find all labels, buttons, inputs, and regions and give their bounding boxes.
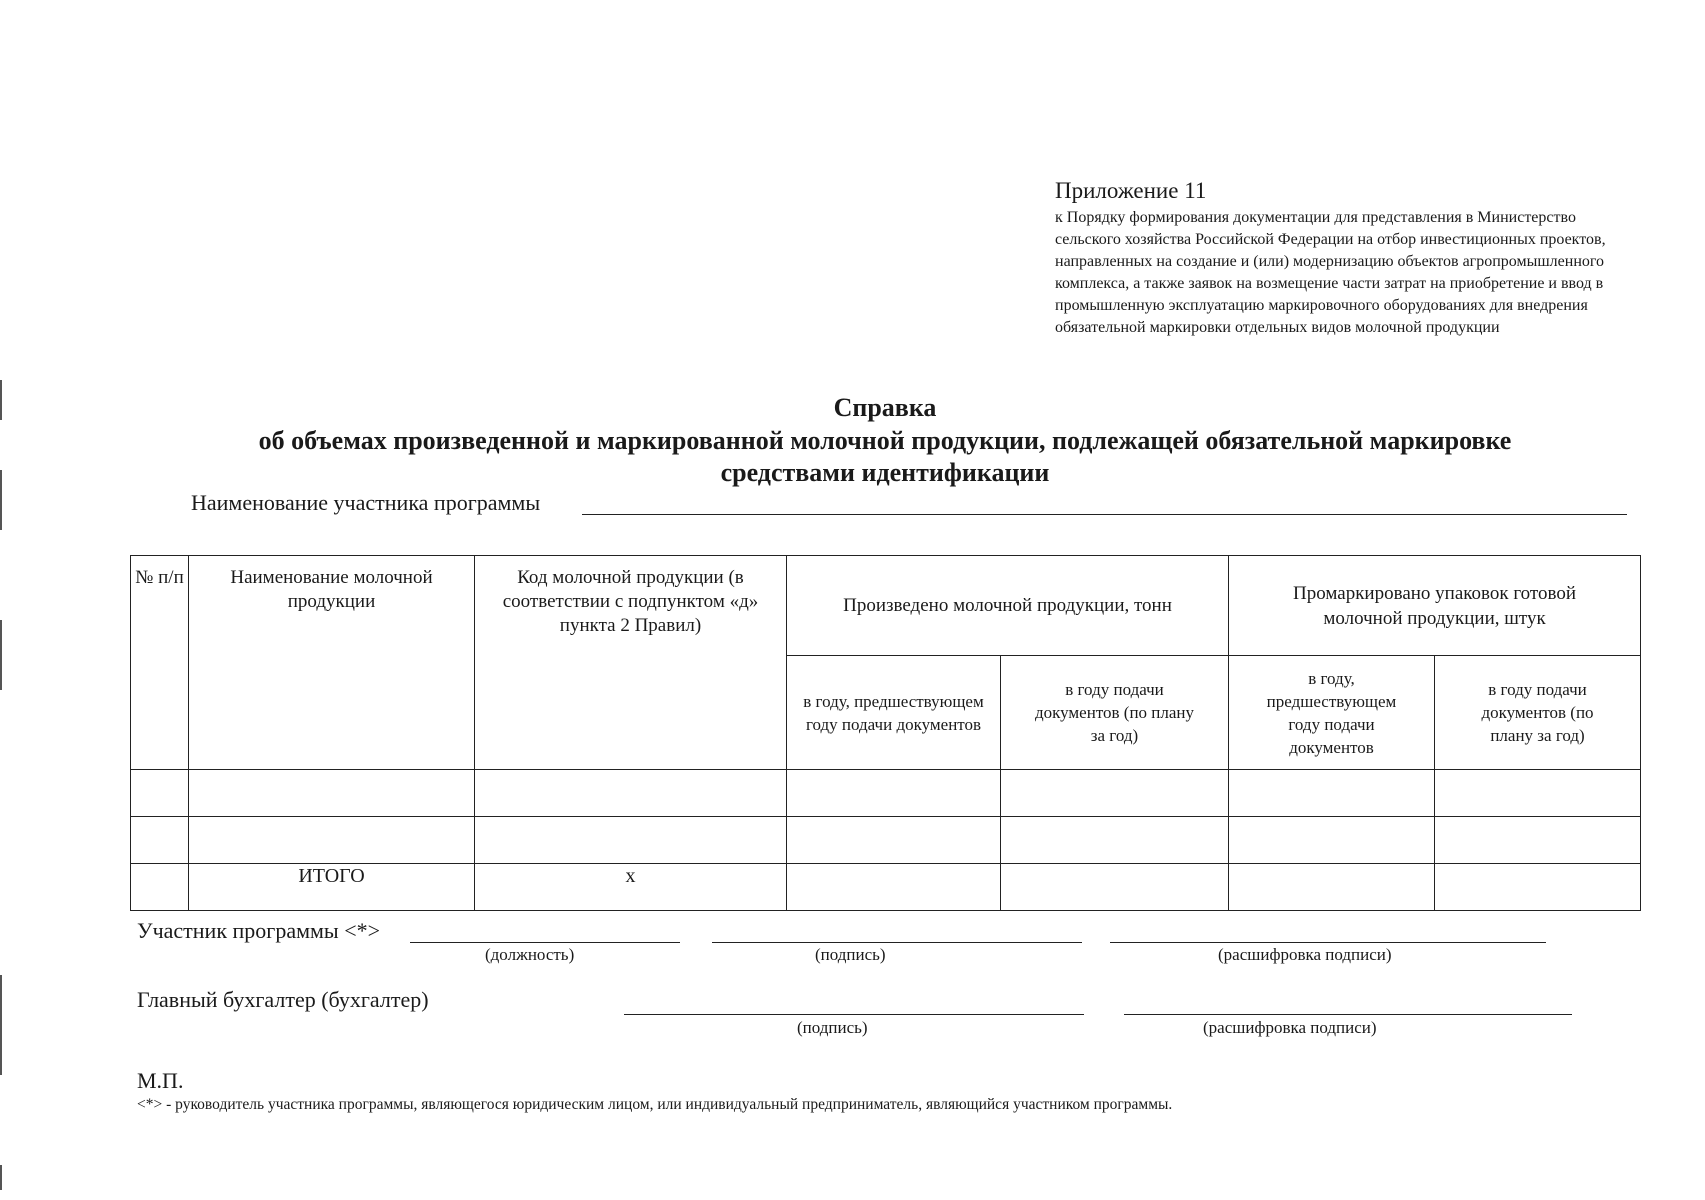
header-produced-prev-year: в году, предшествующем году подачи документов	[787, 656, 1001, 770]
scan-edge-mark	[0, 975, 2, 1075]
table-cell[interactable]	[787, 864, 1001, 911]
header-name: Наименование молочной продукции	[189, 556, 475, 770]
table-row	[131, 770, 1641, 817]
table-cell[interactable]	[787, 770, 1001, 817]
decoding-caption: (расшифровка подписи)	[1218, 945, 1392, 964]
scan-edge-mark	[0, 1165, 2, 1190]
header-num: № п/п	[131, 556, 189, 770]
table-cell[interactable]	[131, 770, 189, 817]
table-cell[interactable]	[1435, 864, 1641, 911]
table-cell[interactable]	[475, 770, 787, 817]
table-cell[interactable]	[189, 770, 475, 817]
accountant-signature-field[interactable]	[624, 1014, 1084, 1015]
table-cell[interactable]	[1435, 817, 1641, 864]
total-code: х	[475, 864, 787, 911]
appendix-body: к Порядку формирования документации для представления в Министерство сельского хозяйства Российской Федерации на отбор инвестиционных проектов, направленных на создание и (или) модернизацию объектов агропромышленного комплекса, а также заявок на возмещение части затрат на приобретение и ввод в промышленную эксплуатацию маркировочного оборудованиях для внедрения обязательной маркировки отдельных видов молочной продукции	[1055, 209, 1606, 336]
table-cell[interactable]	[1229, 817, 1435, 864]
signature-caption: (подпись)	[797, 1018, 868, 1037]
scan-edge-mark	[0, 620, 2, 690]
table-cell[interactable]	[787, 817, 1001, 864]
table-cell[interactable]	[1001, 864, 1229, 911]
total-label: ИТОГО	[189, 864, 475, 911]
table-cell[interactable]	[1435, 770, 1641, 817]
document-title: Справка	[833, 393, 937, 422]
table-cell[interactable]	[189, 817, 475, 864]
table-cell[interactable]	[475, 817, 787, 864]
decoding-caption: (расшифровка подписи)	[1203, 1018, 1377, 1037]
table-cell[interactable]	[1229, 770, 1435, 817]
table-cell[interactable]	[1001, 770, 1229, 817]
participant-signature-label: Участник программы <*>	[137, 918, 381, 943]
document-subtitle: об объемах произведенной и маркированной молочной продукции, подлежащей обязательной маркировке средствами идентификации	[258, 426, 1512, 487]
report-table	[130, 555, 1641, 911]
signature-caption: (подпись)	[815, 945, 886, 964]
participant-signature-field[interactable]	[712, 942, 1082, 943]
footnote: <*> - руководитель участника программы, являющегося юридическим лицом, или индивидуальный предприниматель, являющийся участником программы.	[137, 1096, 1173, 1113]
appendix-title: Приложение 11	[1055, 178, 1207, 203]
header-produced-plan-year: в году подачи документов (по плану за год)	[1001, 656, 1229, 770]
table-cell[interactable]	[131, 864, 189, 911]
accountant-decoding-field[interactable]	[1124, 1014, 1572, 1015]
header-marked-plan-year: в году подачи документов (по плану за год)	[1435, 656, 1641, 770]
participant-name-label: Наименование участника программы	[191, 490, 541, 515]
scan-edge-mark	[0, 470, 2, 530]
accountant-signature-label: Главный бухгалтер (бухгалтер)	[137, 987, 429, 1012]
participant-decoding-field[interactable]	[1110, 942, 1546, 943]
header-code: Код молочной продукции (в соответствии с подпунктом «д» пункта 2 Правил)	[475, 556, 787, 770]
table-cell[interactable]	[1229, 864, 1435, 911]
position-caption: (должность)	[485, 945, 575, 964]
participant-position-field[interactable]	[410, 942, 680, 943]
participant-name-field[interactable]	[582, 514, 1627, 515]
total-row	[131, 864, 1641, 911]
header-produced: Произведено молочной продукции, тонн	[787, 556, 1229, 656]
stamp-place: М.П.	[137, 1068, 184, 1093]
table-row	[131, 817, 1641, 864]
appendix-block	[1055, 178, 1635, 339]
table-cell[interactable]	[1001, 817, 1229, 864]
header-marked-prev-year: в году, предшествующем году подачи документов	[1229, 656, 1435, 770]
table-cell[interactable]	[131, 817, 189, 864]
header-marked: Промаркировано упаковок готовой молочной продукции, штук	[1229, 556, 1641, 656]
